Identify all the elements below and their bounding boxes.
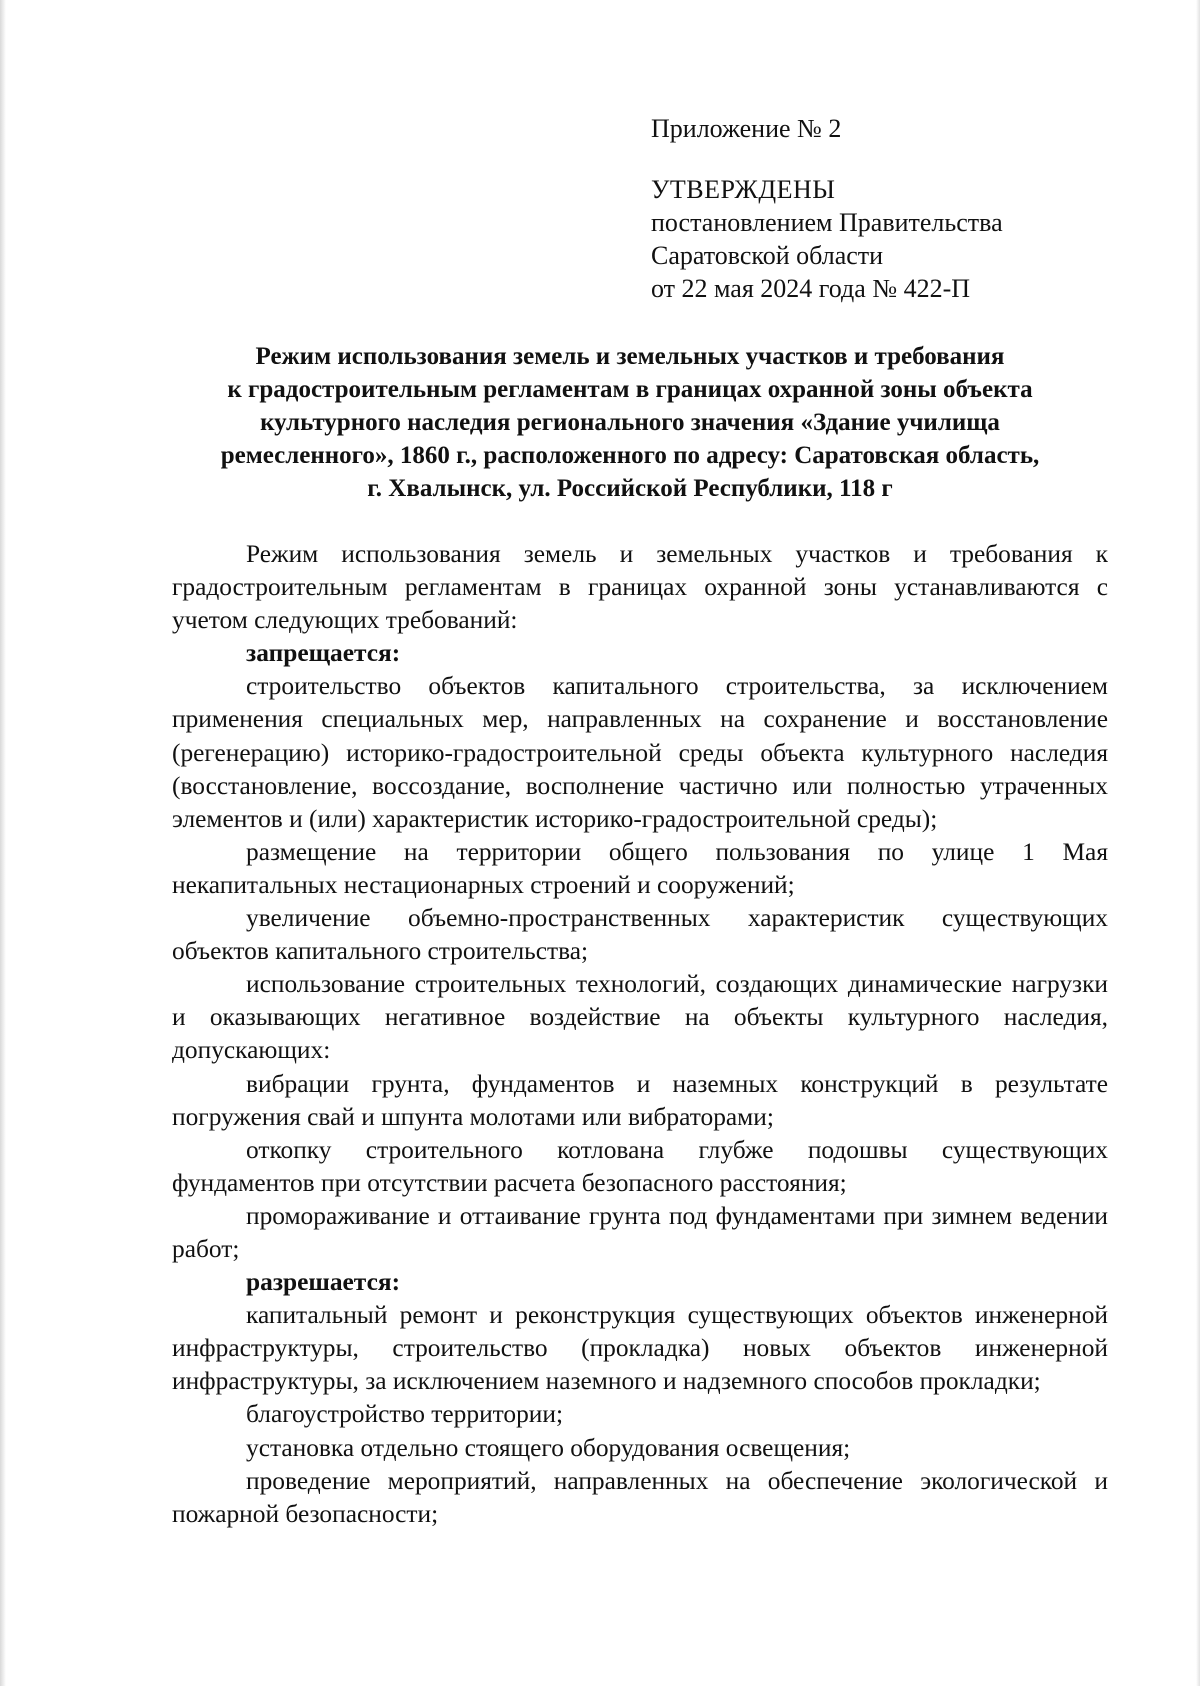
- allowed-item-1: капитальный ремонт и реконструкция существующих объектов инженерной инфраструктуры, строительство (прокладка) новых объектов инженерной инфраструктуры, за исключением наземного и надземного способов прокладки;: [172, 1301, 1108, 1396]
- title-line-2: к градостроительным регламентам в границах охранной зоны объекта: [227, 376, 1033, 403]
- allowed-item-4: проведение мероприятий, направленных на обеспечение экологической и пожарной безопасности;: [172, 1466, 1108, 1528]
- approval-block: [651, 112, 1003, 305]
- prohibited-item-3: увеличение объемно-пространственных характеристик существующих объектов капитального строительства;: [172, 904, 1108, 966]
- appendix-number: Приложение № 2: [651, 114, 842, 143]
- prohibited-item-5: вибрации грунта, фундаментов и наземных конструкций в результате погружения свай и шпунта молотами или вибраторами;: [172, 1069, 1108, 1131]
- title-line-3: культурного наследия регионального значения «Здание училища: [260, 409, 1000, 436]
- prohibited-item-7: промораживание и оттаивание грунта под фундаментами при зимнем ведении работ;: [172, 1201, 1108, 1263]
- allowed-heading: разрешается:: [246, 1268, 401, 1297]
- prohibited-heading: запрещается:: [246, 639, 401, 668]
- approval-line-1: постановлением Правительства: [651, 208, 1003, 237]
- title-line-1: Режим использования земель и земельных участков и требования: [255, 343, 1005, 370]
- intro-paragraph: Режим использования земель и земельных участков и требования к градостроительным регламентам в границах охранной зоны устанавливаются с учетом следующих требований:: [172, 540, 1108, 635]
- approved-label: УТВЕРЖДЕНЫ: [651, 175, 836, 204]
- scan-edge-left: [0, 0, 6, 1686]
- title-line-4: ремесленного», 1860 г., расположенного по адресу: Саратовская область,: [220, 442, 1040, 469]
- prohibited-item-1: строительство объектов капитального строительства, за исключением применения специальных мер, направленных на сохранение и восстановление (регенерацию) историко-градостроительной среды объекта культурного наследия (восстановление, воссоздание, восполнение частично или полностью утраченных элементов и (или) характеристик историко-градостроительной среды);: [172, 672, 1108, 833]
- document-title: [160, 340, 1100, 505]
- allowed-item-3: установка отдельно стоящего оборудования освещения;: [246, 1433, 851, 1462]
- prohibited-item-6: откопку строительного котлована глубже подошвы существующих фундаментов при отсутствии расчета безопасного расстояния;: [172, 1135, 1108, 1197]
- allowed-item-2: благоустройство территории;: [246, 1400, 564, 1429]
- prohibited-item-4: использование строительных технологий, создающих динамические нагрузки и оказывающих негативное воздействие на объекты культурного наследия, допускающих:: [172, 970, 1108, 1065]
- approval-line-2: Саратовской области: [651, 241, 884, 270]
- document-body: [172, 538, 1108, 1531]
- scan-edge-right: [1196, 0, 1200, 1686]
- title-line-5: г. Хвалынск, ул. Российской Республики, 118 г: [367, 475, 893, 502]
- prohibited-item-2: размещение на территории общего пользования по улице 1 Мая некапитальных нестационарных строений и сооружений;: [172, 837, 1108, 899]
- approval-line-3: от 22 мая 2024 года № 422-П: [651, 274, 971, 303]
